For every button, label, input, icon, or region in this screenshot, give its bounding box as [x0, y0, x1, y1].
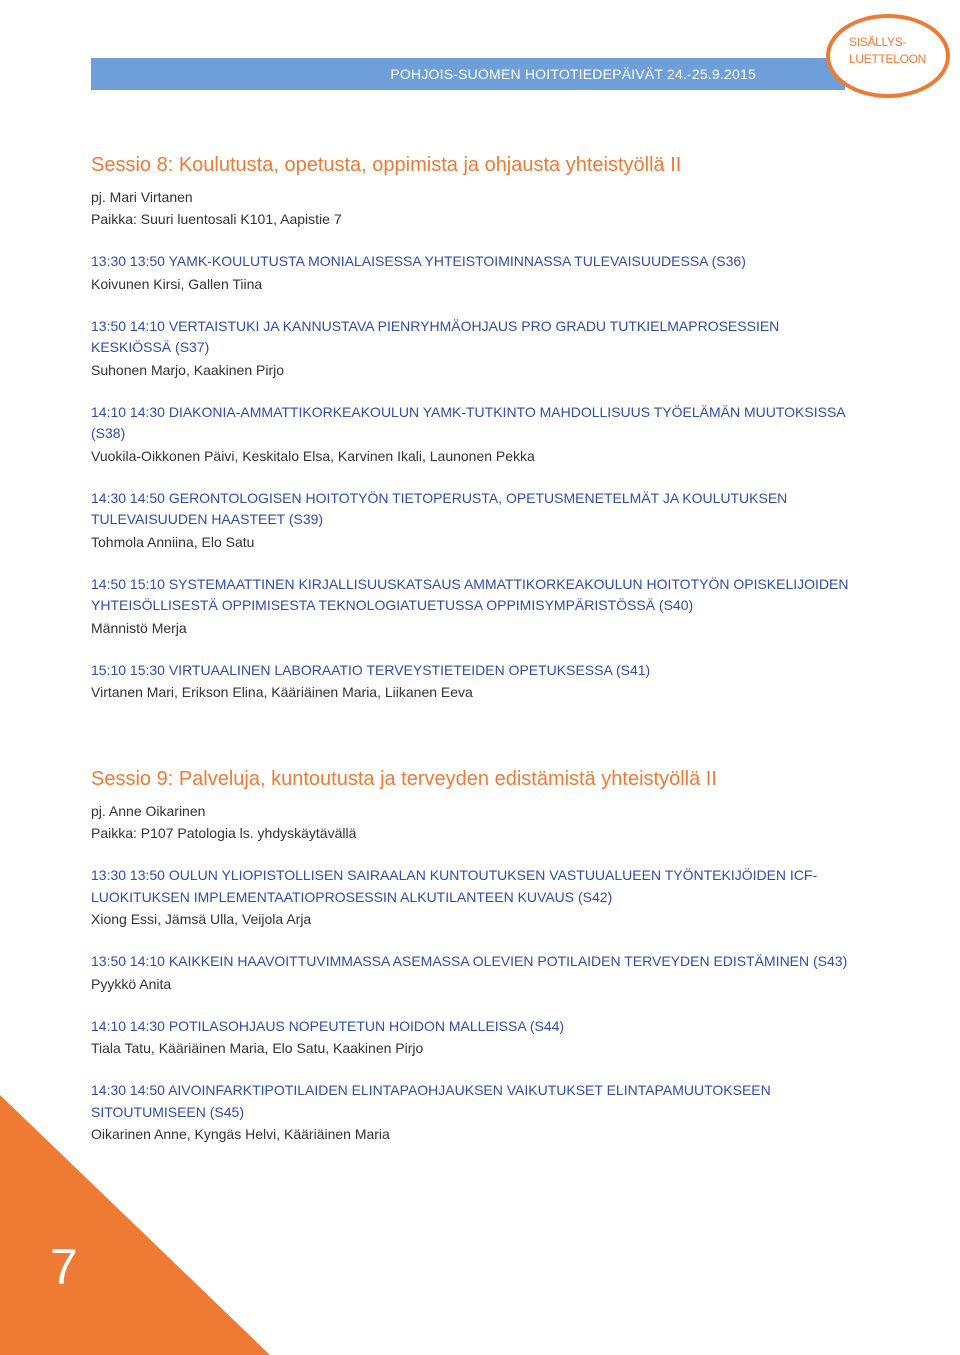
talk-title: 14:50 15:10 SYSTEMAATTINEN KIRJALLISUUSKATSAUS AMMATTIKORKEAKOULUN HOITOTYÖN OPISKELIJOIDEN YHTEISÖLLISESTÄ OPPIMISESTA TEKNOLOGIATUETUSSA OPPIMISYMPÄRISTÖSSÄ (S40) — [91, 575, 849, 613]
talk-title: 14:30 14:50 AIVOINFARKTIPOTILAIDEN ELINTAPAOHJAUKSEN VAIKUTUKSET ELINTAPAMUUTOKSEEN SITOUTUMISEEN (S45) — [91, 1082, 771, 1120]
talk-authors: Tohmola Anniina, Elo Satu — [91, 533, 255, 550]
corner-decoration — [0, 1095, 270, 1355]
talk-title: 13:30 13:50 OULUN YLIOPISTOLLISEN SAIRAALAN KUNTOUTUKSEN VASTUUALUEEN TYÖNTEKIJÖIDEN ICF-LUOKITUKSEN IMPLEMENTAATIOPROSESSIN ALKUTILANTEEN KUVAUS (S42) — [91, 867, 818, 905]
talk-item — [91, 251, 851, 295]
toc-link-label[interactable] — [849, 34, 939, 68]
talk-item — [91, 316, 851, 381]
session-block — [91, 765, 851, 1145]
talk-item — [91, 574, 851, 639]
talk-authors: Oikarinen Anne, Kyngäs Helvi, Kääriäinen Maria — [91, 1126, 390, 1142]
session-place: Paikka: Suuri luentosali K101, Aapistie 7 — [91, 211, 342, 227]
talk-title: 13:50 14:10 VERTAISTUKI JA KANNUSTAVA PIENRYHMÄOHJAUS PRO GRADU TUTKIELMAPROSESSIEN KESKIÖSSÄ (S37) — [91, 317, 780, 355]
session-chair: pj. Anne Oikarinen — [91, 803, 206, 819]
session-block — [91, 151, 851, 703]
talk-title: 14:10 14:30 DIAKONIA-AMMATTIKORKEAKOULUN YAMK-TUTKINTO MAHDOLLISUUS TYÖELÄMÄN MUUTOKSISSA (S38) — [91, 403, 845, 441]
talk-item — [91, 402, 851, 467]
talk-item — [91, 951, 851, 995]
talk-authors: Virtanen Mari, Erikson Elina, Kääriäinen Maria, Liikanen Eeva — [91, 684, 473, 700]
talk-authors: Pyykkö Anita — [91, 975, 172, 992]
talk-authors: Tiala Tatu, Kääriäinen Maria, Elo Satu, Kaakinen Pirjo — [91, 1040, 424, 1056]
talk-authors: Koivunen Kirsi, Gallen Tiina — [91, 275, 263, 292]
talk-authors: Xiong Essi, Jämsä Ulla, Veijola Arja — [91, 911, 312, 927]
talk-title: 14:30 14:50 GERONTOLOGISEN HOITOTYÖN TIETOPERUSTA, OPETUSMENETELMÄT JA KOULUTUKSEN TULEVAISUUDEN HAASTEET (S39) — [91, 489, 788, 527]
talk-authors: Suhonen Marjo, Kaakinen Pirjo — [91, 361, 285, 378]
talk-title: 15:10 15:30 VIRTUAALINEN LABORAATIO TERVEYSTIETEIDEN OPETUKSESSA (S41) — [91, 661, 651, 678]
toc-link-label-line2[interactable]: LUETTELOON — [849, 52, 927, 66]
session-chair: pj. Mari Virtanen — [91, 189, 193, 205]
talk-item — [91, 660, 851, 704]
talk-authors: Männistö Merja — [91, 619, 187, 636]
session-title: Sessio 9: Palveluja, kuntoutusta ja terveyden edistämistä yhteistyöllä II — [91, 768, 717, 790]
talk-title: 13:30 13:50 YAMK-KOULUTUSTA MONIALAISESSA YHTEISTOIMINNASSA TULEVAISUUDESSA (S36) — [91, 253, 746, 269]
talk-title: 14:10 14:30 POTILASOHJAUS NOPEUTETUN HOIDON MALLEISSA (S44) — [91, 1017, 565, 1034]
page-content — [91, 151, 851, 1145]
talk-authors: Vuokila-Oikkonen Päivi, Keskitalo Elsa, Karvinen Ikali, Launonen Pekka — [91, 447, 535, 464]
toc-link-label-line1[interactable]: SISÄLLYS- — [849, 35, 907, 49]
talk-item — [91, 488, 851, 553]
session-spacer — [91, 703, 851, 765]
talk-item — [91, 1016, 851, 1060]
header-title: POHJOIS-SUOMEN HOITOTIEDEPÄIVÄT 24.-25.9.2015 — [390, 66, 756, 82]
session-place: Paikka: P107 Patologia ls. yhdyskäytävällä — [91, 825, 357, 841]
page-number: 7 — [50, 1239, 78, 1295]
talk-item — [91, 865, 851, 930]
session-title: Sessio 8: Koulutusta, opetusta, oppimista ja ohjausta yhteistyöllä II — [91, 154, 682, 176]
talk-title: 13:50 14:10 KAIKKEIN HAAVOITTUVIMMASSA ASEMASSA OLEVIEN POTILAIDEN TERVEYDEN EDISTÄMINEN (S43) — [91, 953, 848, 969]
